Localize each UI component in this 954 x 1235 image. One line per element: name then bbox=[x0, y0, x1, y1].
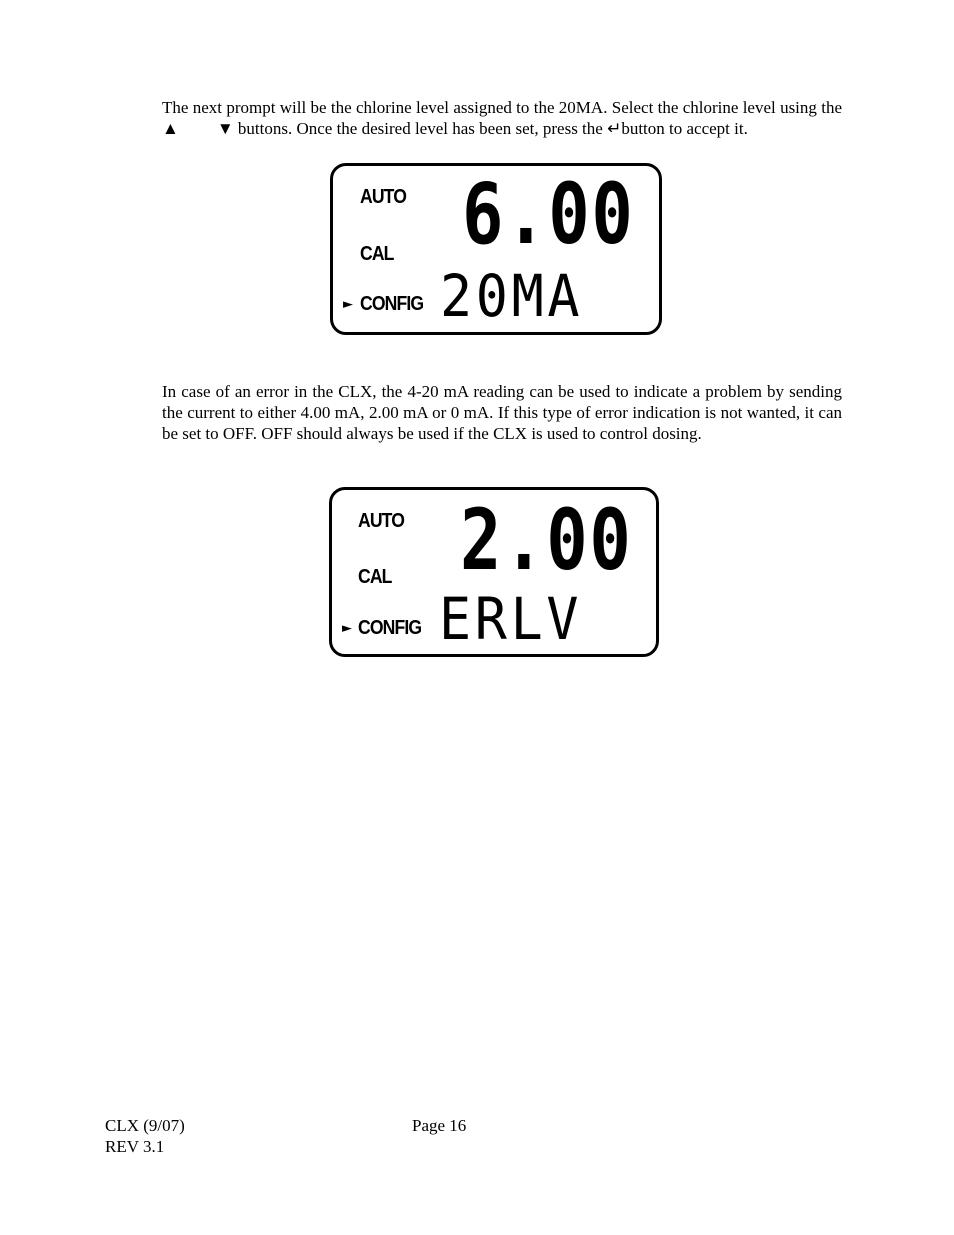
footer-page-number: Page 16 bbox=[412, 1116, 467, 1135]
up-arrow-icon: ▲ bbox=[162, 119, 179, 138]
lcd-label-config: CONFIG bbox=[360, 293, 424, 315]
footer-doc-id: CLX (9/07) bbox=[105, 1116, 185, 1135]
lcd-display-20ma bbox=[330, 163, 662, 335]
lcd-code: 20MA bbox=[440, 262, 584, 330]
enter-key-icon: ↵ bbox=[607, 119, 622, 138]
lcd-value: 2.00 bbox=[460, 491, 633, 589]
lcd-code: ERLV bbox=[439, 585, 583, 653]
lcd-display-error-level bbox=[329, 487, 659, 657]
lcd-label-config: CONFIG bbox=[358, 617, 422, 639]
error-level-paragraph: In case of an error in the CLX, the 4-20 mA reading can be used to indicate a problem by sending the current to either 4.00 mA, 2.00 mA or 0 mA. If this type of error indication is not wanted, it can be set to OFF. OFF should always be used if the CLX is used to control dosing. bbox=[162, 382, 842, 443]
para1-text-2: buttons. Once the desired level has been set, press the bbox=[233, 119, 608, 138]
footer-revision: REV 3.1 bbox=[105, 1137, 165, 1156]
lcd-label-auto: AUTO bbox=[358, 510, 405, 532]
down-arrow-icon: ▼ bbox=[216, 119, 234, 138]
lcd-label-cal: CAL bbox=[360, 243, 394, 265]
para1-text-3: button to accept it. bbox=[621, 119, 748, 138]
para1-text-1: The next prompt will be the chlorine level assigned to the 20MA. Select the chlorine level using the bbox=[162, 98, 842, 117]
lcd-label-auto: AUTO bbox=[360, 186, 407, 208]
lcd-value: 6.00 bbox=[462, 165, 635, 263]
config-indicator-icon: ► bbox=[343, 297, 353, 312]
lcd-label-cal: CAL bbox=[358, 566, 392, 588]
instruction-paragraph-20ma bbox=[162, 97, 842, 139]
config-indicator-icon: ► bbox=[342, 621, 352, 636]
